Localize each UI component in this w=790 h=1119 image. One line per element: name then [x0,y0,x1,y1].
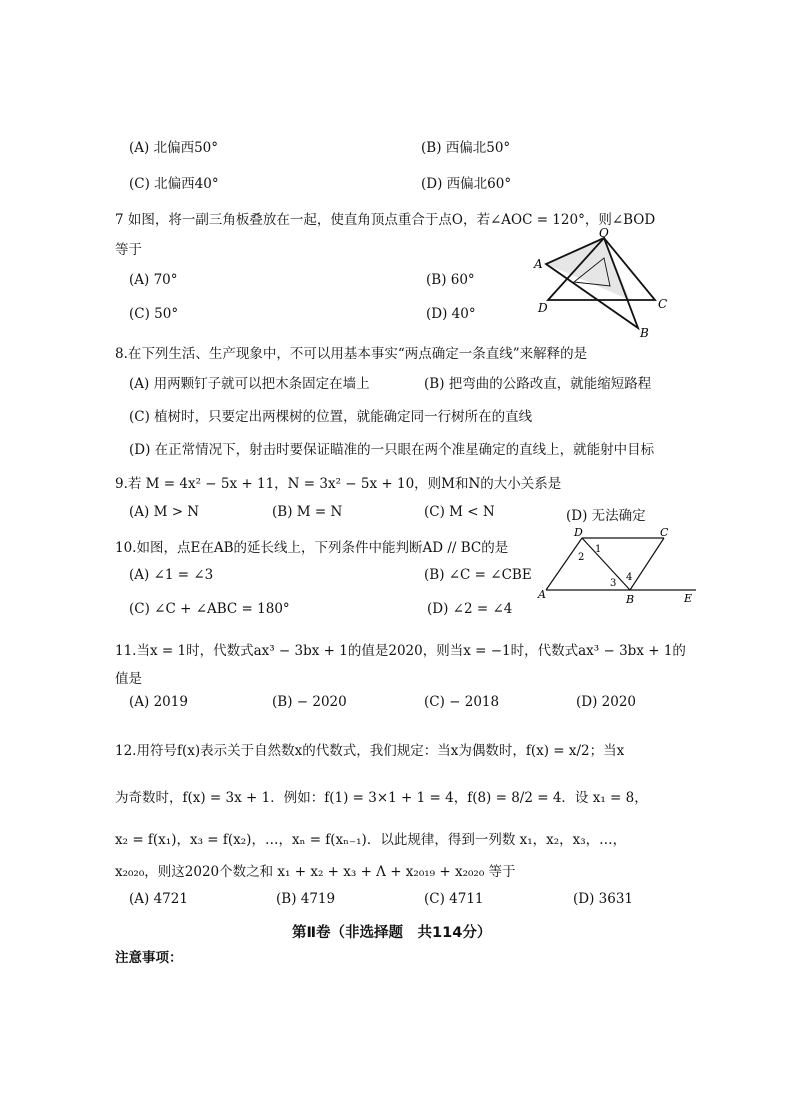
q10-angle-2: 2 [578,552,585,563]
q11-stem-line1: 11.当x = 1时，代数式ax³ − 3bx + 1的值是2020，则当x = −1时，代数式ax³ − 3bx + 1的 [115,643,686,659]
q10-option-c: (C) ∠C + ∠ABC = 180° [129,601,290,617]
q6-option-b: (B) 西偏北50° [421,140,511,156]
q7-triangle-figure [530,228,680,340]
q12-stem-line1: 12.用符号f(x)表示关于自然数x的代数式，我们规定：当x为偶数时，f(x) = x/2；当x [115,743,625,759]
q7-label-c: C [658,297,668,311]
q7-label-a: A [534,257,543,271]
q7-option-d: (D) 40° [426,306,476,322]
q10-label-d: D [574,526,583,539]
q7-option-a: (A) 70° [129,272,178,288]
q9-option-d: (D) 无法确定 [566,508,646,524]
q10-angle-4: 4 [626,572,633,583]
q7-option-c: (C) 50° [129,306,179,322]
q12-stem-line2: 为奇数时，f(x) = 3x + 1．例如：f(1) = 3×1 + 1 = 4，f(8) = 8/2 = 4．设 x₁ = 8， [115,790,648,806]
q7-label-o: O [599,228,609,240]
q8-option-b: (B) 把弯曲的公路改直，就能缩短路程 [424,376,652,392]
q6-option-d: (D) 西偏北60° [421,176,512,192]
q12-stem-line4: x₂₀₂₀，则这2020个数之和 x₁ + x₂ + x₃ + Λ + x₂₀₁₉ + x₂₀₂₀ 等于 [115,864,516,880]
q9-stem: 9.若 M = 4x² − 5x + 11，N = 3x² − 5x + 10，则M和N的大小关系是 [115,476,562,492]
q11-option-d: (D) 2020 [576,694,637,710]
q11-option-a: (A) 2019 [129,694,188,710]
q6-option-c: (C) 北偏西40° [129,176,219,192]
q11-option-b: (B) − 2020 [272,694,347,710]
q8-option-a: (A) 用两颗钉子就可以把木条固定在墙上 [129,376,370,392]
q10-angle-3: 3 [610,578,617,589]
q7-label-d: D [538,301,548,315]
q9-option-c: (C) M < N [424,504,495,520]
q10-option-a: (A) ∠1 = ∠3 [129,567,214,583]
q8-stem: 8.在下列生活、生产现象中，不可以用基本事实“两点确定一条直线”来解释的是 [115,346,588,362]
section-ii-notes-heading: 注意事项： [115,950,183,966]
q7-stem-line1: 7 如图，将一副三角板叠放在一起，使直角顶点重合于点O，若∠AOC = 120°，则∠BOD [115,212,656,228]
q6-option-a: (A) 北偏西50° [129,140,219,156]
q10-label-c: C [660,526,669,539]
q10-angle-1: 1 [595,544,602,555]
q10-line-cb [630,538,664,590]
q7-option-b: (B) 60° [426,272,475,288]
q9-option-b: (B) M = N [272,504,343,520]
q12-option-a: (A) 4721 [129,891,188,907]
q10-line-db [582,538,633,590]
q10-label-b: B [626,593,635,606]
q7-overlap-shading [546,238,630,300]
q7-label-b: B [640,326,649,340]
q11-option-c: (C) − 2018 [424,694,500,710]
section-ii-title: 第Ⅱ卷（非选择题 共114分） [292,925,492,941]
q11-stem-line2: 值是 [115,671,142,687]
q12-option-b: (B) 4719 [276,891,336,907]
q12-stem-line3: x₂ = f(x₁)，x₃ = f(x₂)，…，xₙ = f(xₙ₋₁)．以此规律，得到一列数 x₁，x₂，x₃，…， [115,832,627,848]
q9-option-a: (A) M > N [129,504,200,520]
q10-line-da [546,538,585,590]
q10-label-a: A [538,588,546,601]
q7-stem-line2: 等于 [115,242,142,258]
q10-parallelogram-figure [536,526,704,606]
q10-option-d: (D) ∠2 = ∠4 [427,601,513,617]
q8-option-c: (C) 植树时，只要定出两棵树的位置，就能确定同一行树所在的直线 [129,409,533,425]
q10-stem: 10.如图，点E在AB的延长线上，下列条件中能判断AD // BC的是 [115,540,509,556]
q12-option-c: (C) 4711 [424,891,484,907]
q12-option-d: (D) 3631 [573,891,634,907]
q10-option-b: (B) ∠C = ∠CBE [424,567,532,583]
q10-label-e: E [684,592,693,605]
q8-option-d: (D) 在正常情况下，射击时要保证瞄准的一只眼在两个准星确定的直线上，就能射中目标 [129,442,655,458]
